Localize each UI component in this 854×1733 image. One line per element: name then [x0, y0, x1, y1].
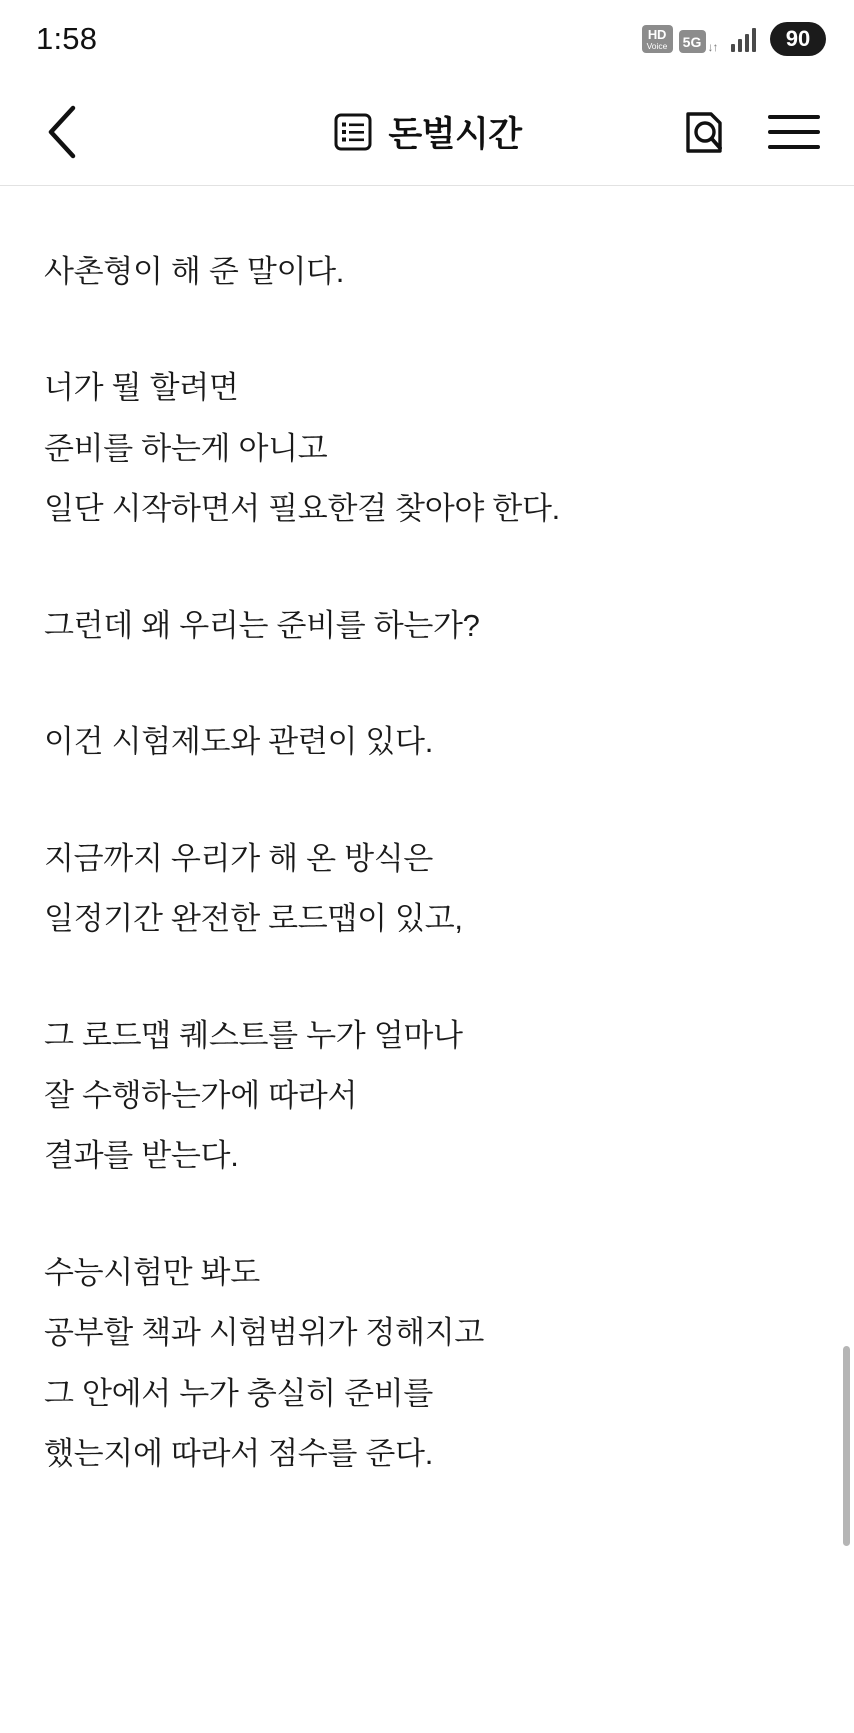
five-g-icon: 5G: [679, 30, 706, 53]
menu-button[interactable]: [766, 104, 822, 160]
status-badges: [642, 25, 718, 53]
status-bar: [0, 0, 854, 78]
hd-voice-top-label: HD: [647, 26, 667, 42]
data-transfer-arrows-icon: ↓↑: [707, 39, 718, 54]
text-line: 그 안에서 누가 충실히 준비를: [44, 1375, 434, 1411]
paragraph: [44, 1243, 810, 1485]
battery-indicator: 90: [770, 22, 826, 56]
paragraph: [44, 1006, 810, 1187]
text-line: 결과를 받는다.: [44, 1138, 239, 1174]
page-title: 돈벌시간: [388, 114, 522, 154]
search-in-page-button[interactable]: [676, 104, 732, 160]
article-content: [0, 186, 854, 1733]
app-bar: [0, 78, 854, 186]
text-line: 일단 시작하면서 필요한걸 찾아야 한다.: [44, 491, 560, 527]
hd-voice-bottom-label: Voice: [646, 40, 668, 51]
text-line: 수능시험만 봐도: [44, 1254, 260, 1290]
scrollbar-thumb[interactable]: [843, 1346, 850, 1546]
text-line: 너가 뭘 할려면: [44, 370, 239, 406]
hd-voice-icon: [642, 25, 673, 53]
app-bar-actions: [676, 104, 822, 160]
text-line: 그 로드맵 퀘스트를 누가 얼마나: [44, 1017, 463, 1053]
text-line: 했는지에 따라서 점수를 준다.: [44, 1436, 434, 1472]
paragraph: [44, 242, 810, 302]
text-line: 일정기간 완전한 로드맵이 있고,: [44, 901, 463, 937]
signal-bars-icon: [731, 26, 757, 52]
paragraph: [44, 358, 810, 539]
back-button[interactable]: [30, 100, 94, 164]
network-indicator: [679, 30, 718, 53]
paragraph: [44, 596, 810, 656]
text-line: 이건 시험제도와 관련이 있다.: [44, 724, 434, 760]
text-line: 사촌형이 해 준 말이다.: [44, 254, 345, 289]
text-line: 공부할 책과 시험범위가 정해지고: [44, 1315, 484, 1351]
back-chevron-icon: [45, 104, 79, 160]
paragraph: [44, 829, 810, 950]
paragraph: [44, 712, 810, 772]
search-in-page-icon: [681, 108, 727, 156]
status-clock: 1:58: [36, 21, 98, 56]
text-line: 준비를 하는게 아니고: [44, 430, 328, 466]
document-list-icon: [332, 111, 374, 153]
text-line: 지금까지 우리가 해 온 방식은: [44, 840, 434, 876]
status-icons: [642, 22, 827, 56]
hamburger-menu-icon: [768, 113, 820, 151]
text-line: 잘 수행하는가에 따라서: [44, 1077, 358, 1113]
text-line: 그런데 왜 우리는 준비를 하는가?: [44, 607, 480, 643]
